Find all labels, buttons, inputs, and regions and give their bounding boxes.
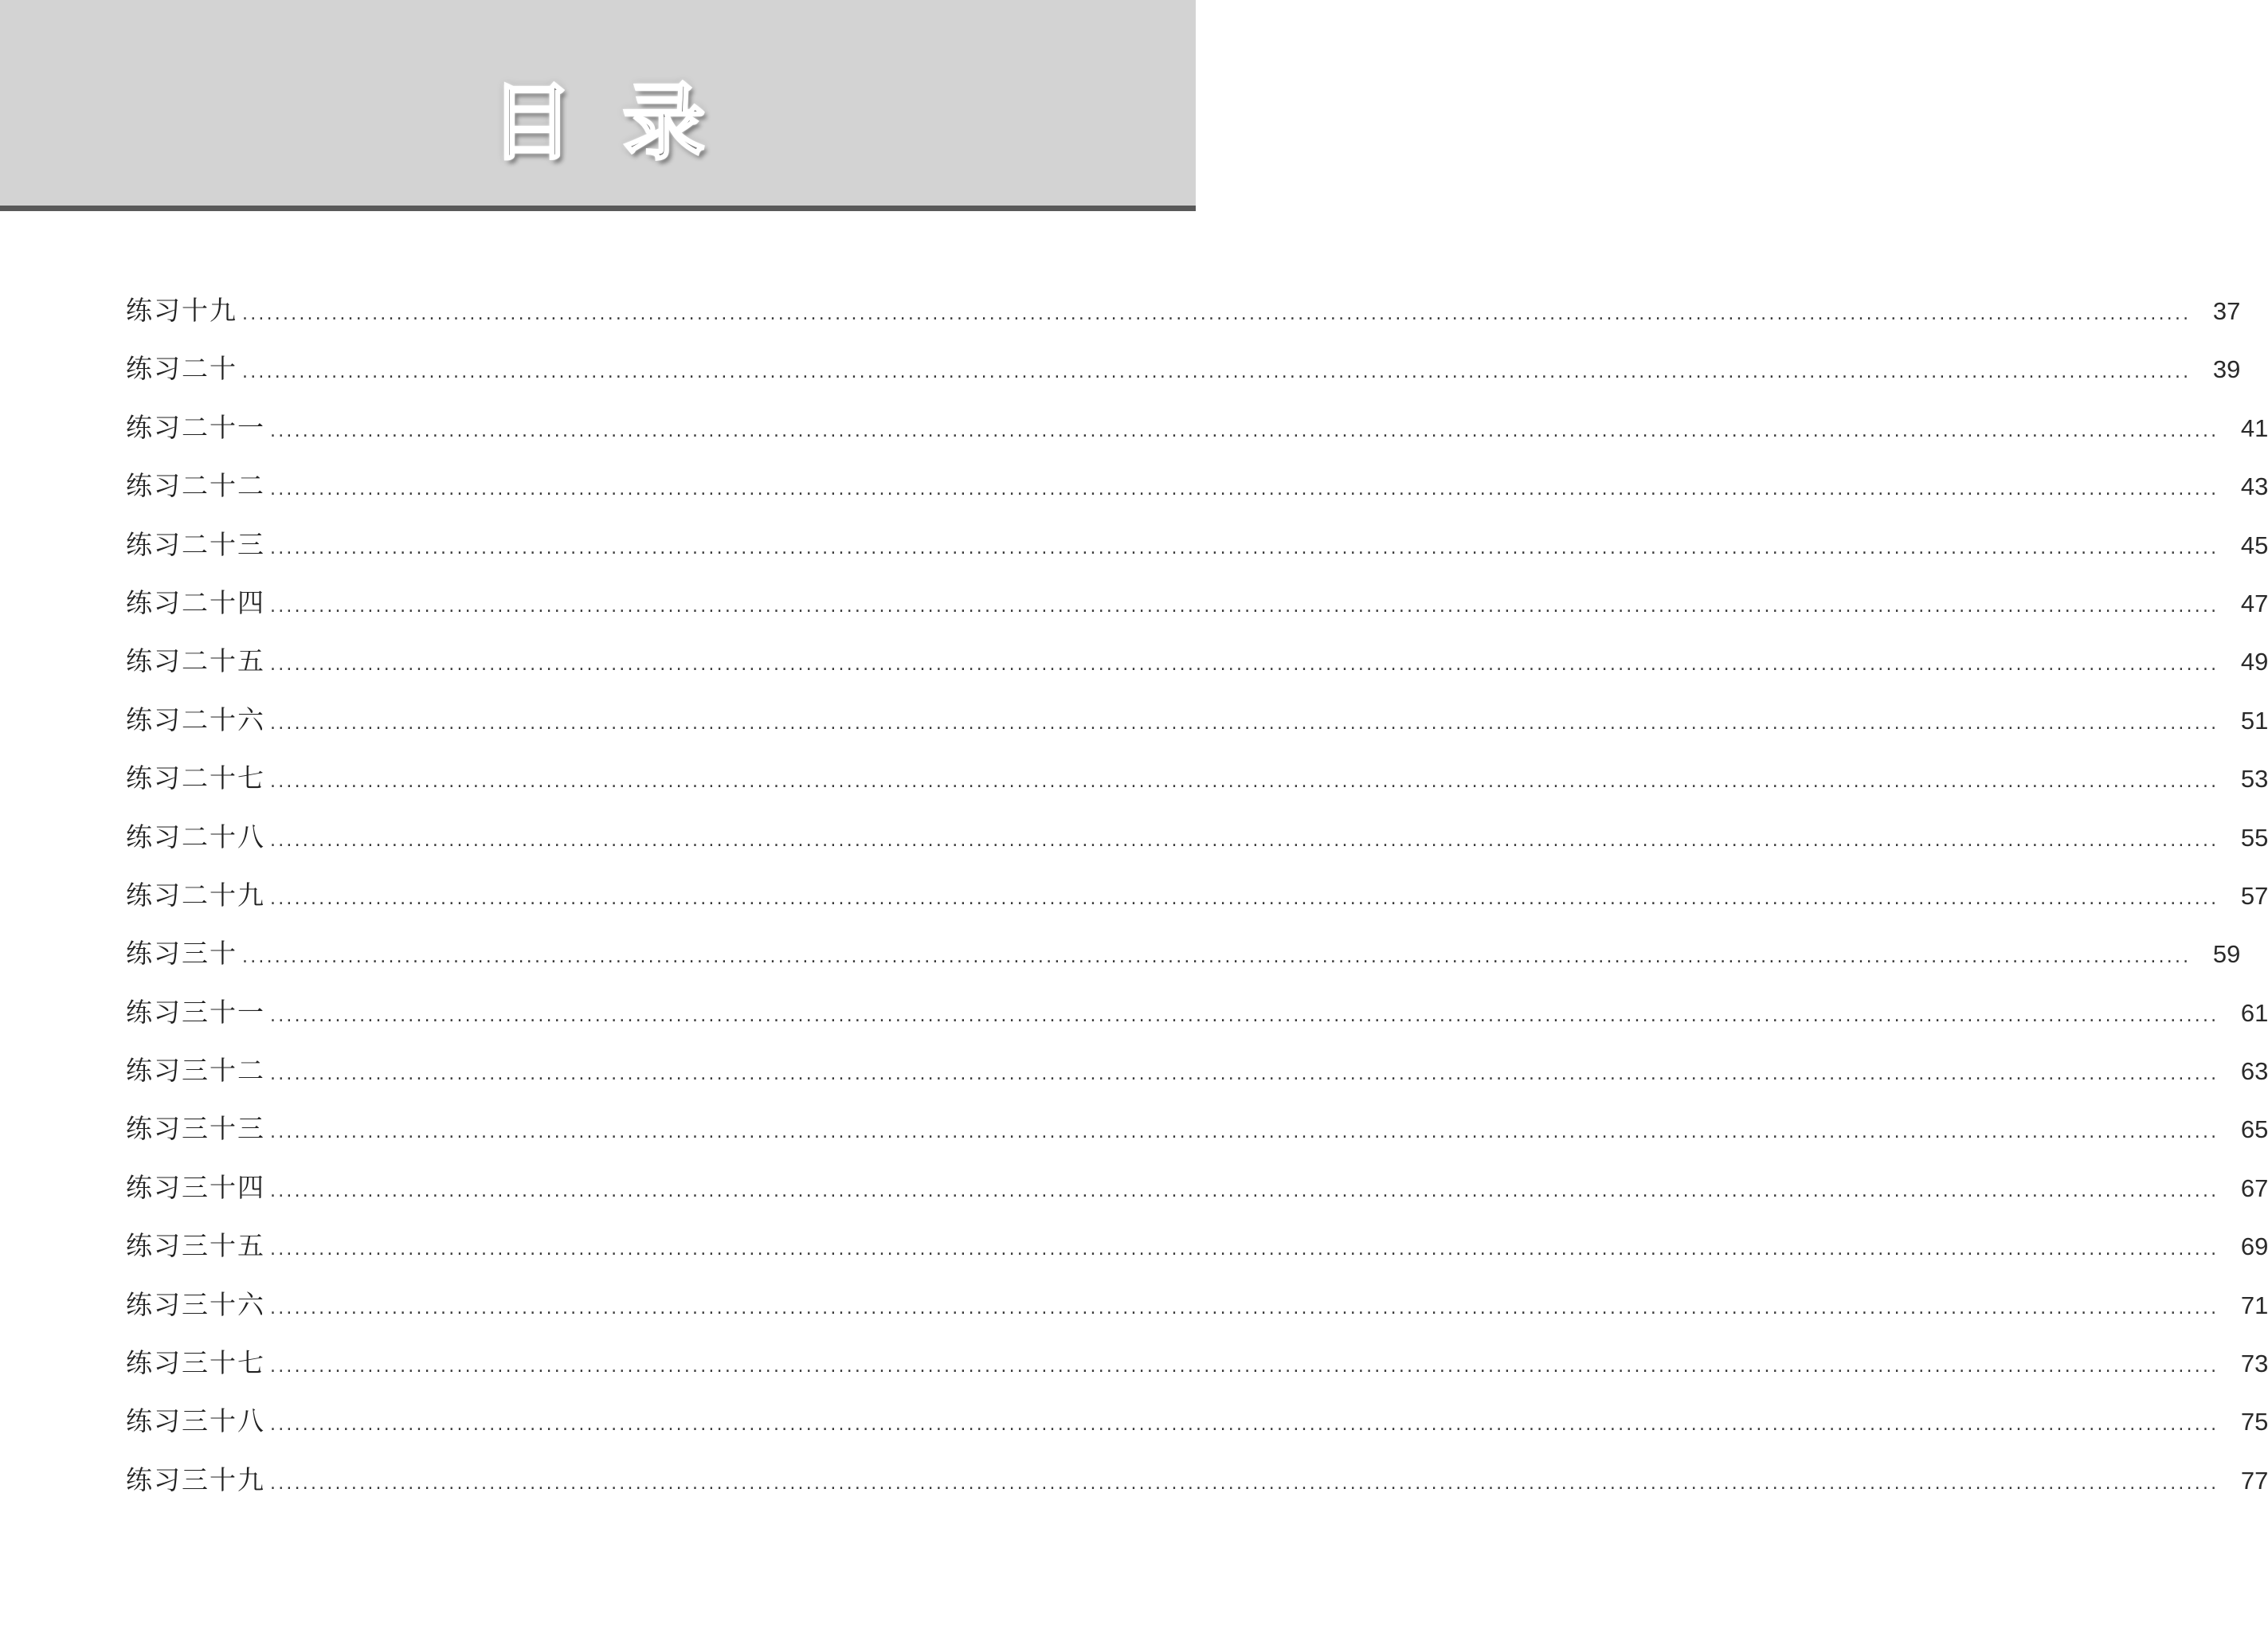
toc-entry[interactable] [126,574,2268,632]
toc-entry-title: 练习二十二 [126,470,265,502]
toc-entry-page: 67 [2240,1174,2268,1202]
dot-leader: ................................................................................................................................................................................................................................................ [270,421,2219,441]
toc-entry-title: 练习三十八 [126,1405,265,1437]
toc-entry-title: 练习三十五 [126,1230,265,1262]
dot-leader: ................................................................................................................................................................................................................................................ [270,480,2219,500]
toc-entry-page: 73 [2240,1350,2268,1378]
toc-entry[interactable] [126,515,2268,574]
toc-entry[interactable] [126,398,2268,457]
toc-entry[interactable] [126,1451,2268,1509]
toc-entry-page: 59 [2212,940,2241,969]
dot-leader: ................................................................................................................................................................................................................................................ [270,1005,2219,1026]
dot-leader: ................................................................................................................................................................................................................................................ [270,1298,2219,1319]
toc-entry-title: 练习二十七 [126,762,265,794]
toc-entry-title: 练习二十五 [126,645,265,677]
toc-entry-title: 练习三十七 [126,1347,265,1379]
toc-entry-page: 75 [2240,1408,2268,1436]
dot-leader: ................................................................................................................................................................................................................................................ [270,830,2219,851]
toc-entry-title: 练习三十 [126,938,237,970]
toc-entry-title: 练习二十六 [126,703,265,735]
toc-entry[interactable] [126,1392,2268,1450]
toc-entry-page: 51 [2240,706,2268,735]
toc-entry-title: 练习三十一 [126,996,265,1028]
dot-leader: ................................................................................................................................................................................................................................................ [270,772,2219,793]
dot-leader: ................................................................................................................................................................................................................................................ [270,1357,2219,1377]
toc-entry[interactable] [126,924,2241,982]
page-title: 目录 [490,74,755,171]
dot-leader: ................................................................................................................................................................................................................................................ [270,655,2219,676]
toc-entry-page: 63 [2240,1057,2268,1086]
toc-entry-page: 57 [2240,881,2268,910]
toc-entry[interactable] [126,749,2268,807]
dot-leader: ................................................................................................................................................................................................................................................ [242,947,2192,968]
header-divider [0,206,1196,211]
toc-entry-title: 练习二十八 [126,821,265,852]
dot-leader: ................................................................................................................................................................................................................................................ [242,304,2192,324]
toc-entry-title: 练习二十九 [126,879,265,911]
toc-entry[interactable] [126,339,2241,398]
dot-leader: ................................................................................................................................................................................................................................................ [270,1240,2219,1260]
toc-entry-title: 练习二十一 [126,411,265,443]
toc-entry[interactable] [126,1099,2268,1158]
toc-entry[interactable] [126,281,2241,339]
toc-entry[interactable] [126,983,2268,1041]
toc-entry[interactable] [126,457,2268,515]
toc-entry-page: 77 [2240,1466,2268,1495]
dot-leader: ................................................................................................................................................................................................................................................ [270,596,2219,617]
toc-entry[interactable] [126,1217,2268,1275]
toc-entry-title: 练习十九 [126,295,237,326]
toc-entry-page: 65 [2240,1115,2268,1144]
toc-entry-title: 练习二十 [126,353,237,385]
table-of-contents [126,281,2268,1509]
toc-entry-page: 39 [2212,355,2241,384]
toc-entry[interactable] [126,1041,2268,1099]
toc-entry-page: 61 [2240,998,2268,1027]
dot-leader: ................................................................................................................................................................................................................................................ [242,362,2192,383]
toc-entry-page: 53 [2240,765,2268,793]
toc-entry-page: 49 [2240,648,2268,676]
toc-entry-page: 41 [2240,413,2268,442]
toc-entry[interactable] [126,1275,2268,1334]
toc-entry[interactable] [126,866,2268,924]
dot-leader: ................................................................................................................................................................................................................................................ [270,538,2219,558]
toc-entry-title: 练习三十四 [126,1171,265,1203]
toc-entry-title: 练习三十九 [126,1464,265,1495]
toc-entry-page: 37 [2212,297,2241,325]
dot-leader: ................................................................................................................................................................................................................................................ [270,1123,2219,1143]
toc-entry[interactable] [126,808,2268,866]
dot-leader: ................................................................................................................................................................................................................................................ [270,1415,2219,1436]
toc-entry-page: 47 [2240,589,2268,617]
toc-entry-page: 45 [2240,531,2268,559]
toc-entry-page: 71 [2240,1291,2268,1319]
toc-entry-title: 练习三十三 [126,1113,265,1145]
dot-leader: ................................................................................................................................................................................................................................................ [270,888,2219,909]
toc-entry-page: 55 [2240,823,2268,852]
toc-entry-title: 练习二十四 [126,586,265,618]
dot-leader: ................................................................................................................................................................................................................................................ [270,713,2219,734]
toc-entry-page: 69 [2240,1232,2268,1261]
toc-entry-title: 练习三十六 [126,1288,265,1320]
dot-leader: ................................................................................................................................................................................................................................................ [270,1064,2219,1085]
dot-leader: ................................................................................................................................................................................................................................................ [270,1473,2219,1494]
toc-entry[interactable] [126,1158,2268,1217]
toc-entry-title: 练习二十三 [126,528,265,560]
toc-entry-page: 43 [2240,472,2268,501]
toc-entry[interactable] [126,1334,2268,1392]
toc-entry[interactable] [126,691,2268,749]
toc-entry[interactable] [126,632,2268,690]
toc-entry-title: 练习三十二 [126,1055,265,1087]
dot-leader: ................................................................................................................................................................................................................................................ [270,1181,2219,1201]
